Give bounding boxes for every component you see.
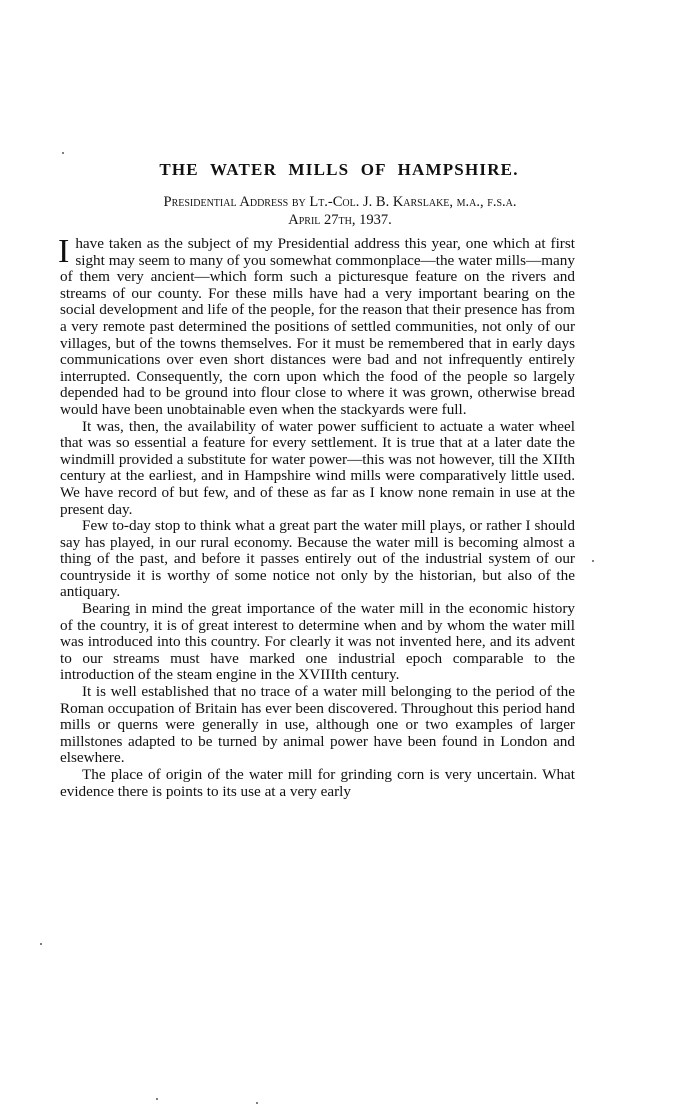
scan-speck [156,1098,158,1100]
paragraph-2: It was, then, the availability of water power sufficient to actuate a water wheel that was so essential a feature for every settlement. It is true that at a later date the windmill provided a substitute for water power—this was not however, till the XIIth century at the earliest, and in Hampshire wind mills were comparatively little used. We have record of but few, and of these as far as I know none remain in use at the present day. [60,417,575,518]
scan-speck [592,560,594,562]
paragraph-4: Bearing in mind the great importance of the water mill in the economic history of the country, it is of great interest to determine when and by whom the water mill was introduced into this country. For clearly it was not invented here, and its advent to our streams must have marked one industrial epoch comparable to the introduction of the steam engine in the XVIIIth century. [60,600,575,684]
scan-speck [62,152,64,154]
body-text [58,233,575,800]
drop-cap: I [58,233,70,270]
document-subtitle [50,193,630,229]
paragraph-1 [58,233,575,419]
paragraph-5: It is well established that no trace of a water mill belonging to the period of the Roman occupation of Britain has ever been discovered. Throughout this period hand mills or querns were generally in use, although one or two examples of larger millstones adapted to be turned by animal power have been found in London and elsewhere. [60,683,575,767]
paragraph-3: Few to-day stop to think what a great part the water mill plays, or rather I should say has played, in our rural economy. Because the water mill is becoming almost a thing of the past, and before it passes entirely out of the industrial system of our countryside it is worthy of some notice not only by the historian, but also of the antiquary. [60,517,575,601]
scan-speck [256,1102,258,1104]
subtitle-date-line: April 27th, 1937. [288,212,392,228]
paragraph-6: The place of origin of the water mill for grinding corn is very uncertain. What evidence there is points to its use at a very early [60,766,575,800]
scan-speck [40,943,42,945]
paragraph-1-text: have taken as the subject of my Presidential address this year, one which at first sight may seem to many of you somewhat commonplace—the water mills—many of them very ancient—which form such a picturesque feature on the rivers and streams of our county. For these mills have had a very important bearing on the social development and life of the people, for the reason that their presence has from a very remote past determined the positions of settled communities, not only of our villages, but of the towns themselves. For it must be remembered that in early days communications over even short distances were bad and not infrequently entirely interrupted. Consequently, the corn upon which the food of the people so largely depended had to be ground into flour close to where it was grown, otherwise bread would have been unobtainable even when the stackyards were full. [60,235,575,418]
document-title: THE WATER MILLS OF HAMPSHIRE. [159,160,519,179]
subtitle-author-line: Presidential Address by Lt.-Col. J. B. Karslake, m.a., f.s.a. [163,194,517,210]
